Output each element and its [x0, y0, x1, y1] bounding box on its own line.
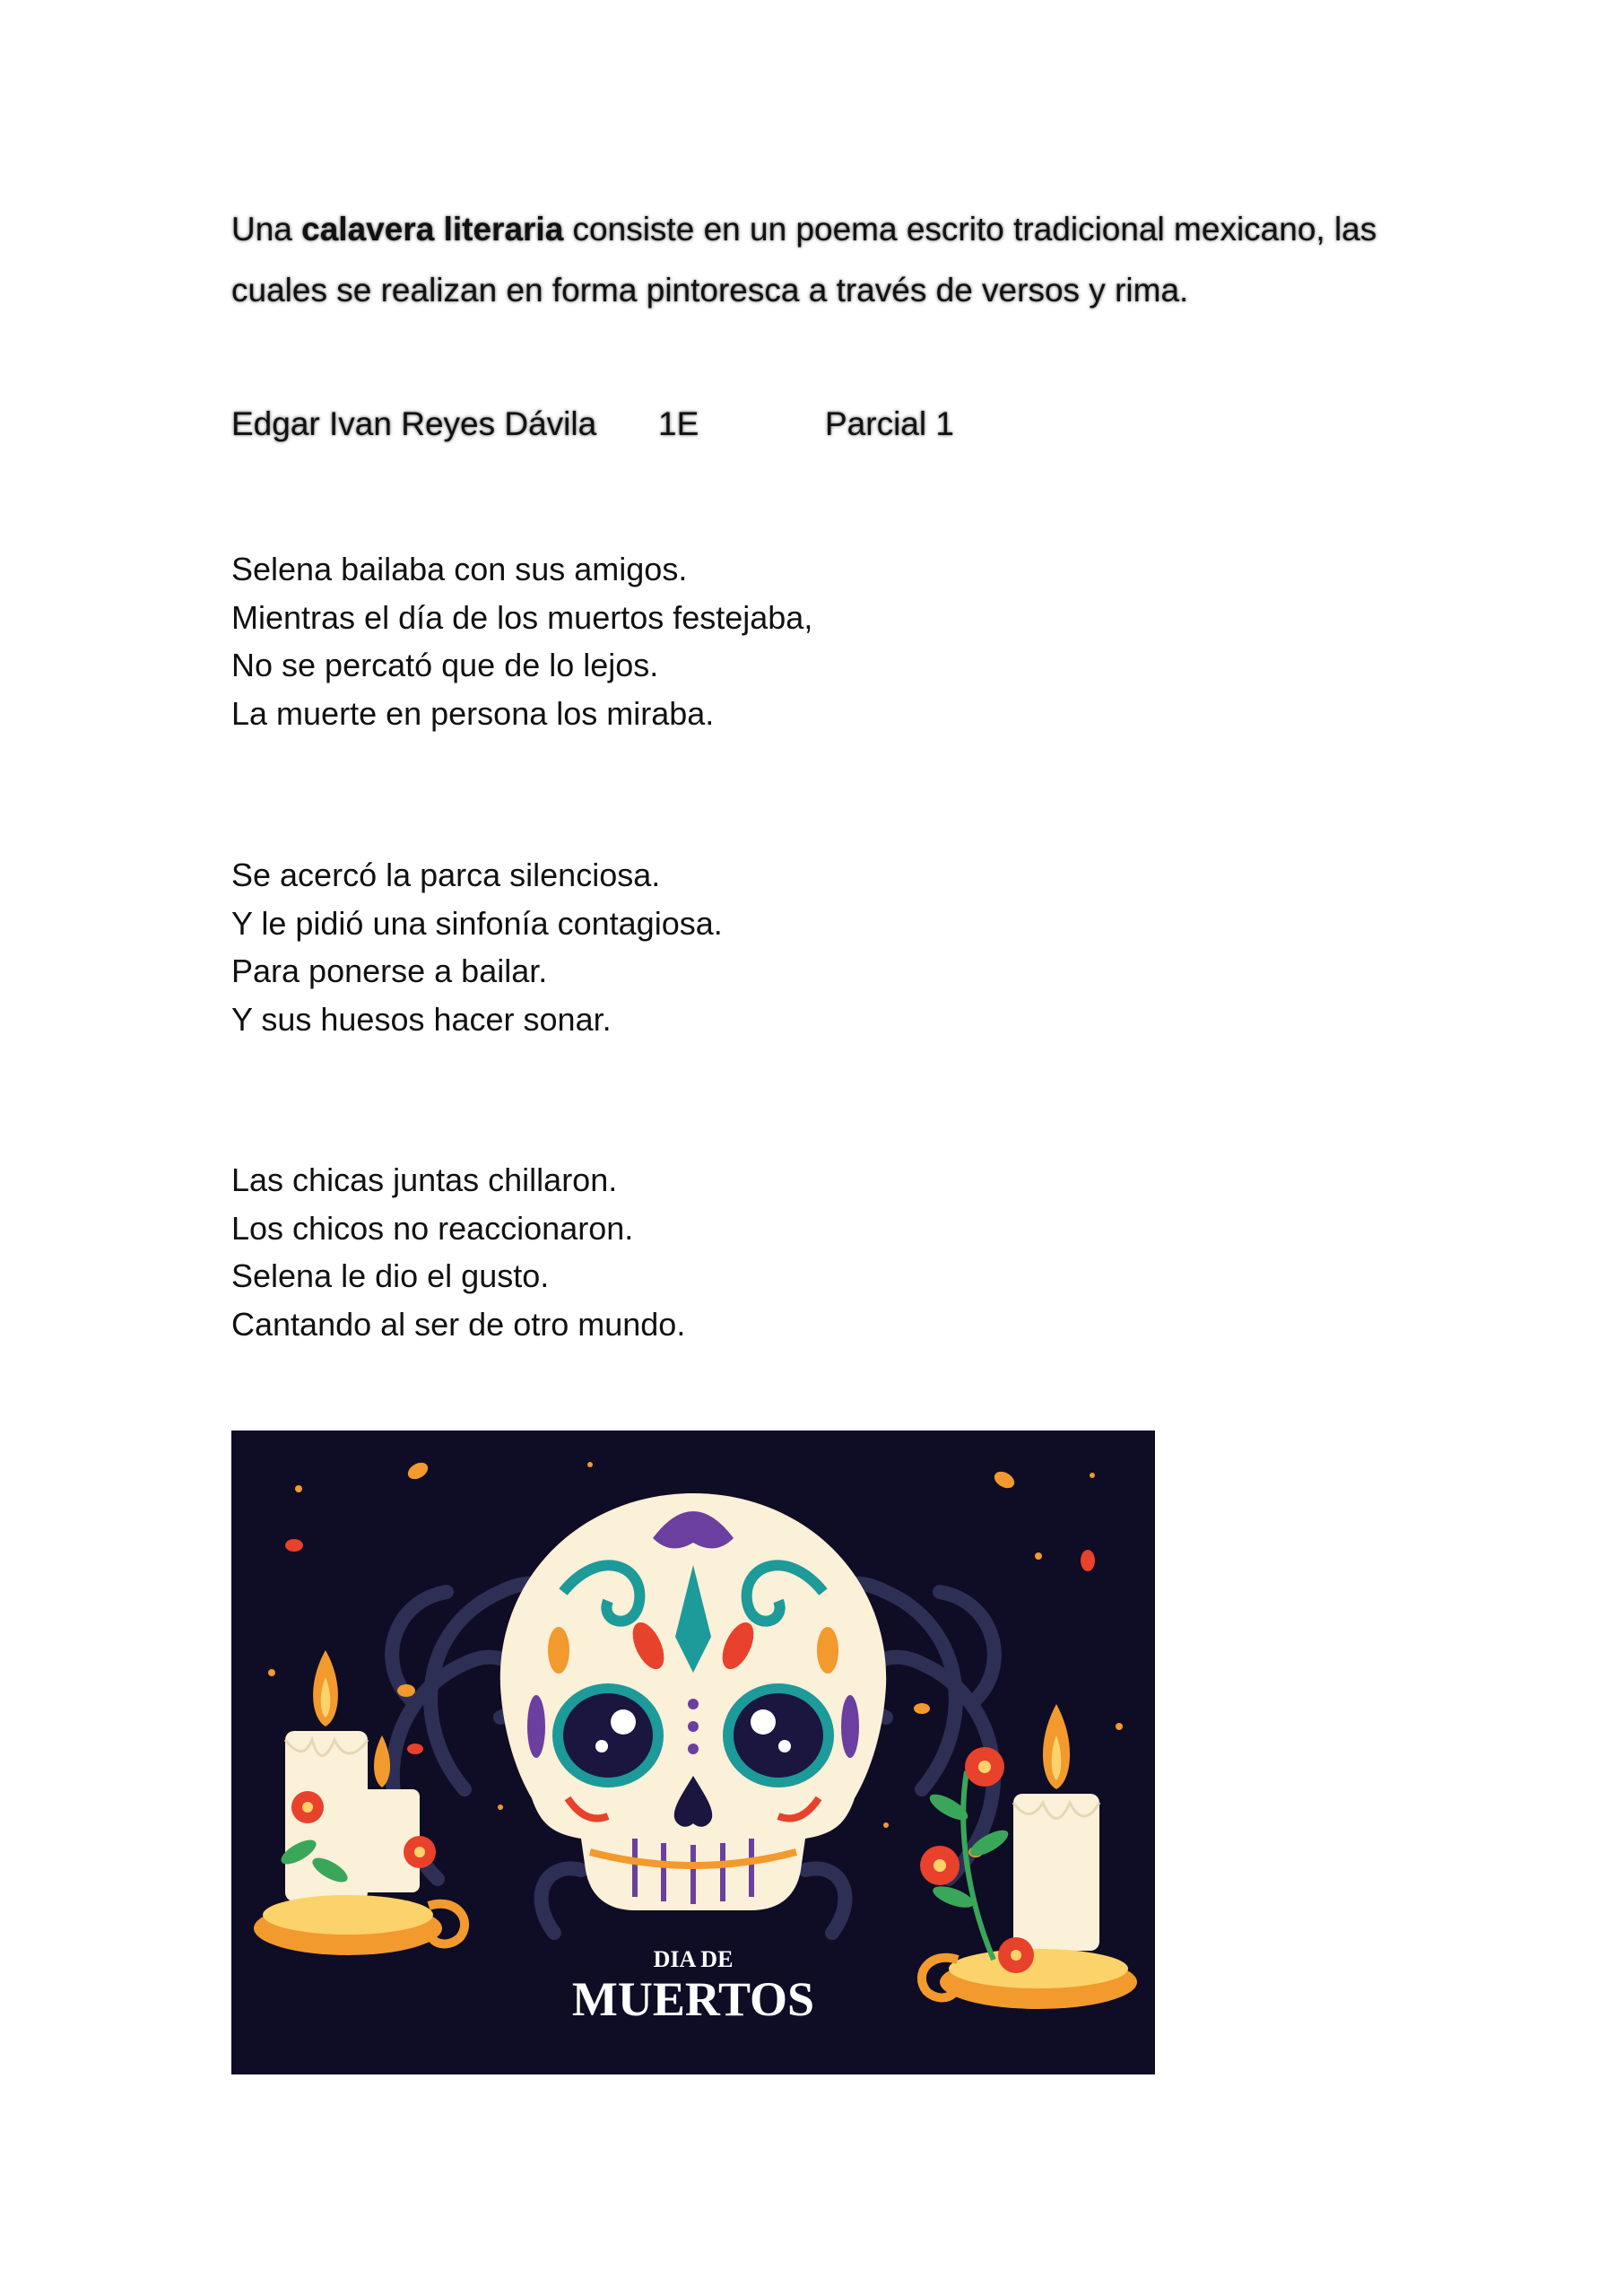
- verse-line: La muerte en persona los miraba.: [231, 694, 715, 732]
- stanza-3: [231, 1156, 685, 1348]
- stanza-2: [231, 851, 723, 1043]
- group-label: 1E: [658, 405, 699, 442]
- verse-line: Las chicas juntas chillaron.: [231, 1161, 618, 1198]
- illustration-title-large: MUERTOS: [571, 1972, 815, 2026]
- verse-line: Los chicos no reaccionaron.: [231, 1209, 634, 1247]
- period-label: Parcial 1: [825, 405, 954, 442]
- verse-line: Selena le dio el gusto.: [231, 1257, 550, 1294]
- verse-line: Cantando al ser de otro mundo.: [231, 1305, 686, 1343]
- verse-line: Se acercó la parca silenciosa.: [231, 857, 661, 893]
- verse-line: Mientras el día de los muertos festejaba,: [231, 598, 813, 636]
- intro-paragraph: [231, 199, 1415, 321]
- intro-term: calavera literaria: [301, 211, 564, 248]
- verse-line: No se percató que de lo lejos.: [231, 647, 659, 683]
- illustration-title-small: DIA DE: [653, 1946, 734, 1972]
- verse-line: Para ponerse a bailar.: [231, 952, 548, 989]
- verse-line: Y le pidió una sinfonía contagiosa.: [231, 904, 723, 942]
- intro-rest: consiste en un poema escrito tradicional mexicano, las cuales se realizan en forma pintoresca a través de versos y rima.: [231, 211, 1377, 309]
- verse-line: Selena bailaba con sus amigos.: [231, 551, 688, 587]
- dia-de-muertos-illustration: [231, 1431, 1155, 2074]
- verse-line: Y sus huesos hacer sonar.: [231, 1000, 612, 1038]
- author-line: [231, 405, 1397, 450]
- author-name: Edgar Ivan Reyes Dávila: [231, 405, 597, 442]
- stanza-1: [231, 545, 812, 737]
- intro-prefix: Una: [231, 211, 302, 248]
